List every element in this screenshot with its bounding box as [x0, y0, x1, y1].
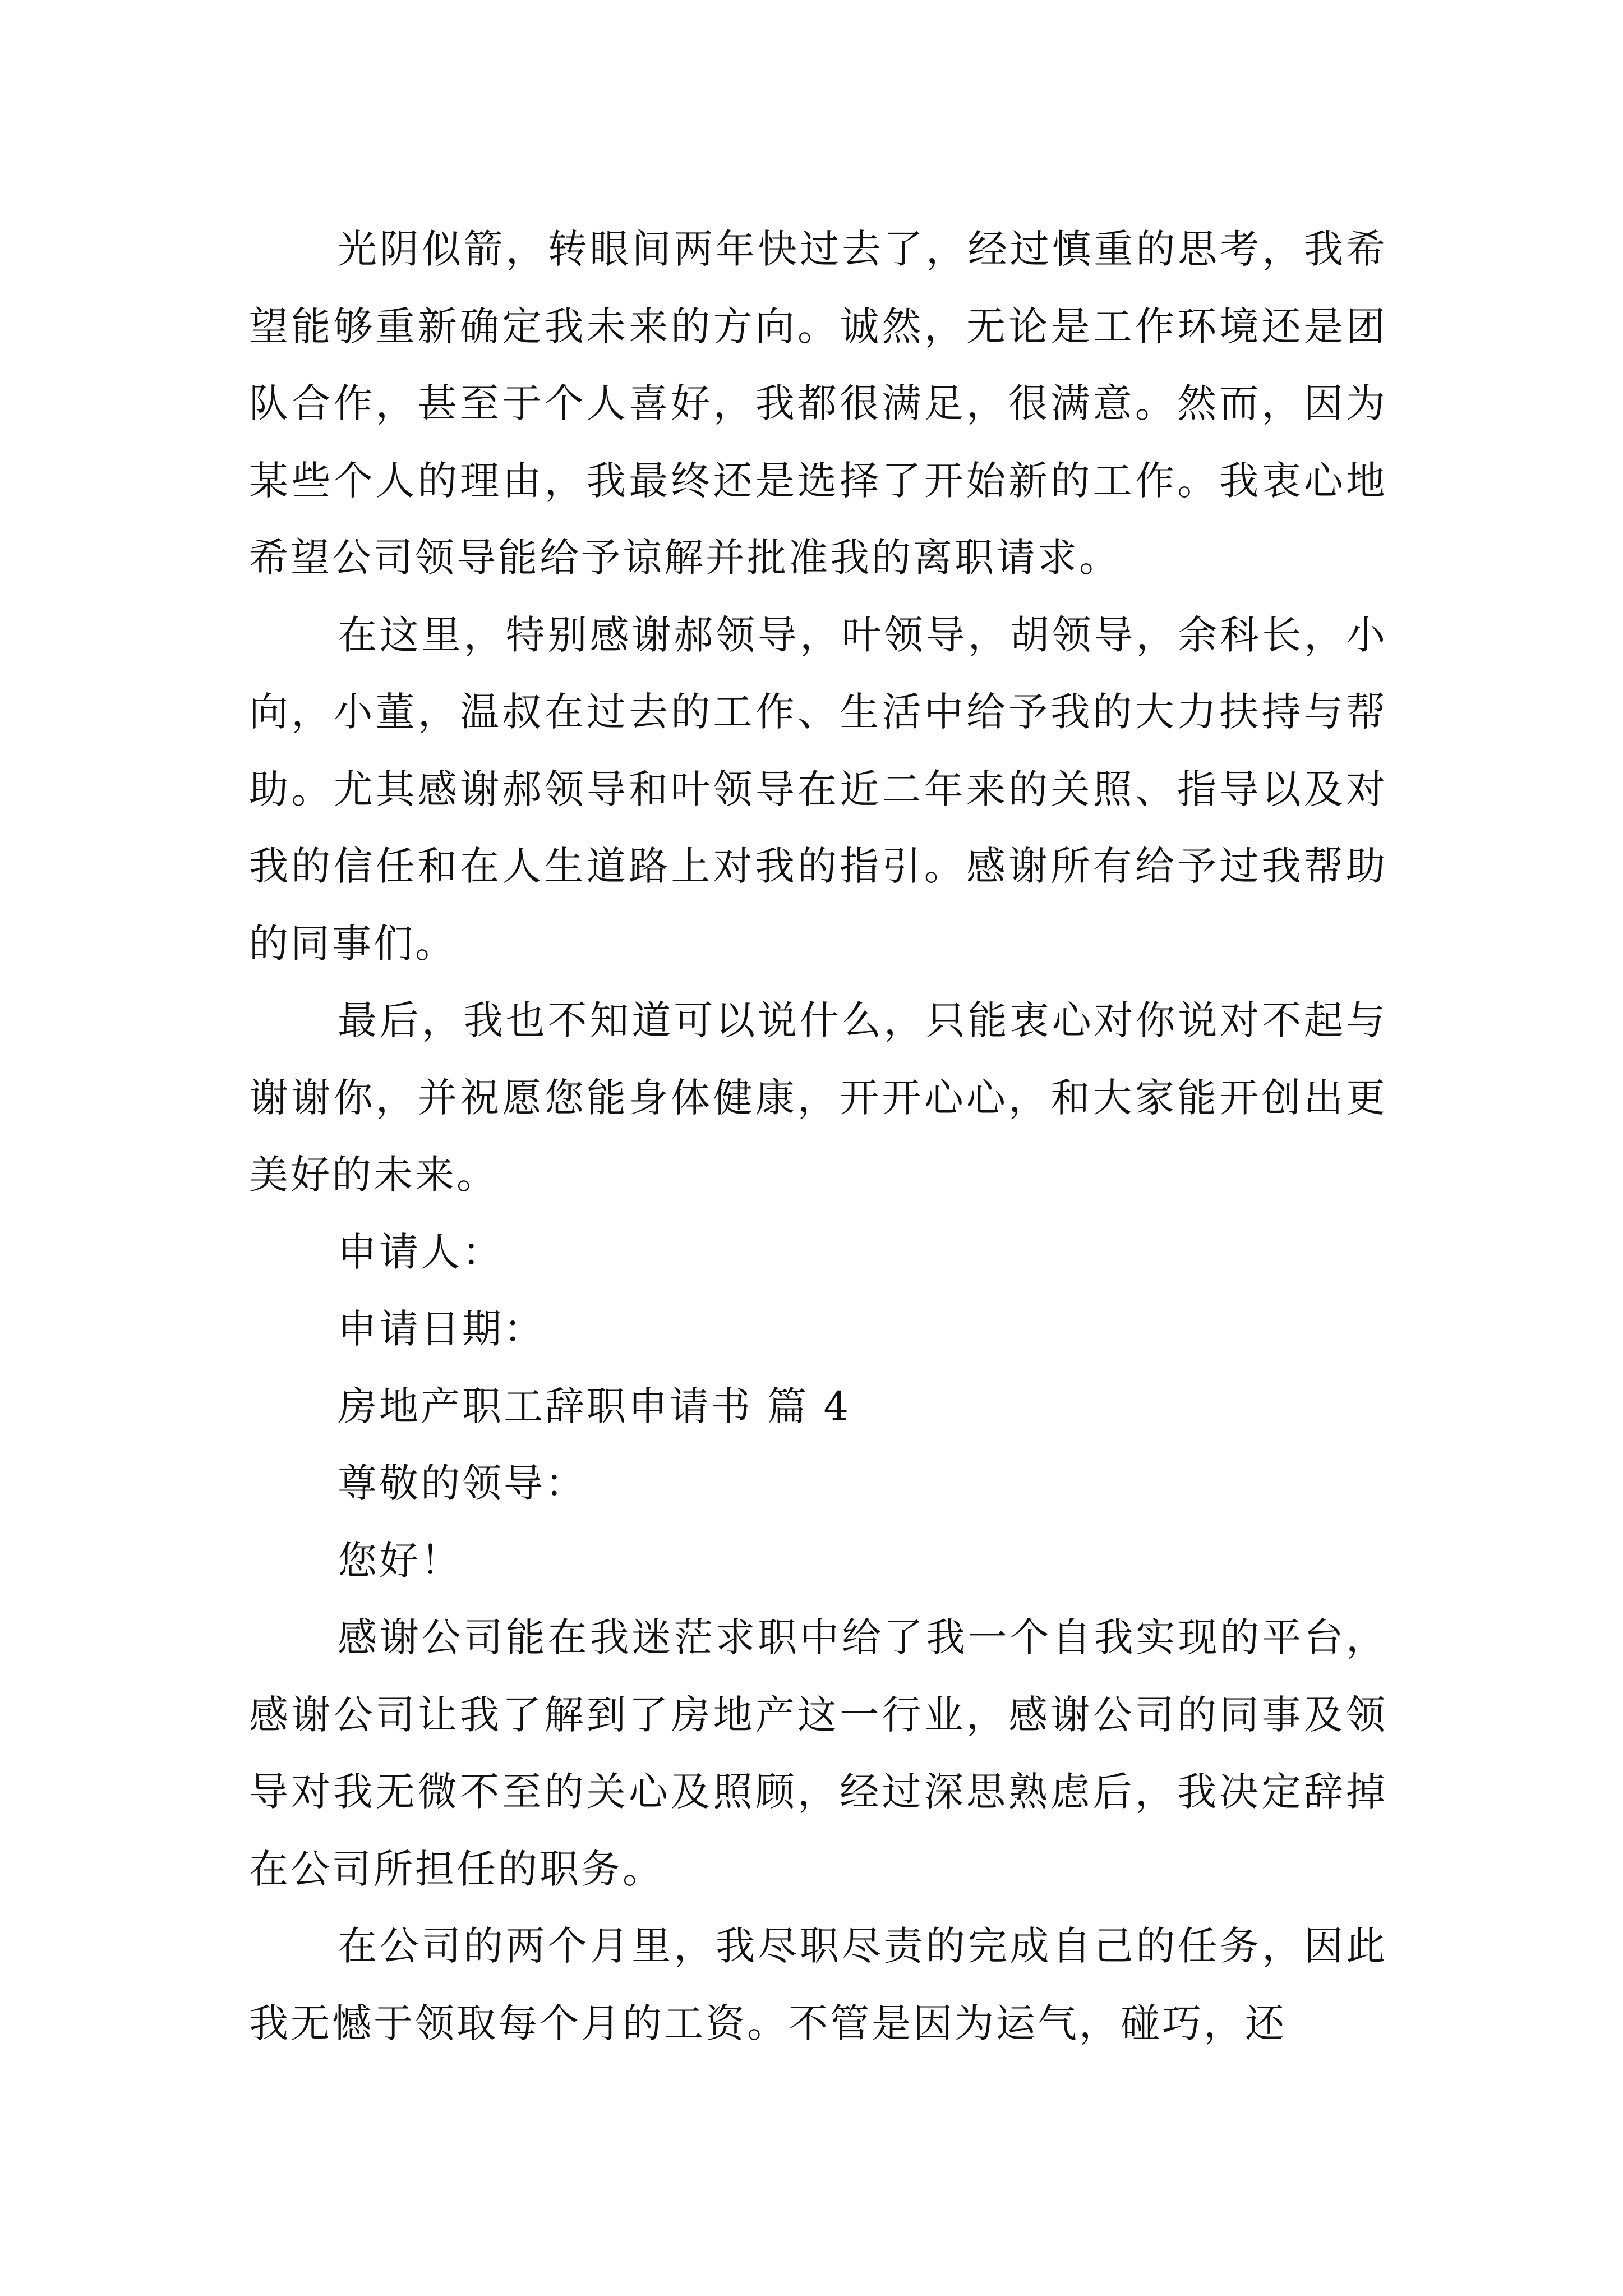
greeting: 您好！	[338, 1537, 462, 1584]
paragraph-thanks-colleagues: 在这里，特别感谢郝领导，叶领导，胡领导，余科长，小向，小董，温叔在过去的工作、生活中给予我的大力扶持与帮助。尤其感谢郝领导和叶领导在近二年来的关照、指导以及对我的信任和在人生道路上对我的指引。感谢所有给予过我帮助的同事们。	[249, 611, 1387, 967]
section-title: 房地产职工辞职申请书 篇 4	[338, 1383, 851, 1429]
paragraph-thanks-company: 感谢公司能在我迷茫求职中给了我一个自我实现的平台，感谢公司让我了解到了房地产这一行业，感谢公司的同事及领导对我无微不至的关心及照顾，经过深思熟虑后，我决定辞掉在公司所担任的职务。	[249, 1614, 1387, 1892]
applicant-label: 申请人：	[338, 1228, 504, 1275]
paragraph-farewell-intro: 光阴似箭，转眼间两年快过去了，经过慎重的思考，我希望能够重新确定我未来的方向。诚然，无论是工作环境还是团队合作，甚至于个人喜好，我都很满足，很满意。然而，因为某些个人的理由，我最终还是选择了开始新的工作。我衷心地希望公司领导能给予谅解并批准我的离职请求。	[249, 226, 1387, 581]
salutation: 尊敬的领导：	[338, 1460, 587, 1506]
paragraph-two-months: 在公司的两个月里，我尽职尽责的完成自己的任务，因此我无憾于领取每个月的工资。不管是因为运气，碰巧，还	[249, 1923, 1387, 2046]
paragraph-closing-wishes: 最后，我也不知道可以说什么，只能衷心对你说对不起与谢谢你，并祝愿您能身体健康，开开心心，和大家能开创出更美好的未来。	[249, 997, 1387, 1198]
application-date-label: 申请日期：	[338, 1306, 545, 1352]
document-body	[249, 211, 1387, 2062]
